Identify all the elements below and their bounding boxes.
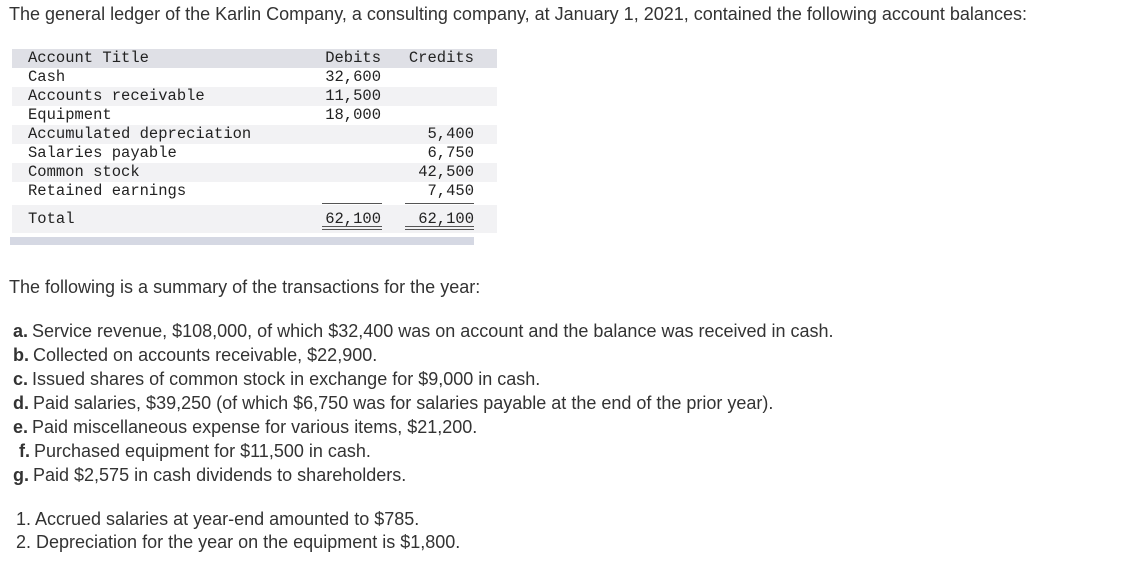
transaction-item [13, 463, 834, 487]
transaction-item [13, 391, 834, 415]
item-label: g. [13, 465, 29, 485]
item-text: Service revenue, $108,000, of which $32,400 was on account and the balance was received in cash. [32, 321, 834, 341]
item-label: b. [13, 345, 29, 365]
total-debits: 62,100 [325, 210, 381, 228]
header-credits: Credits [408, 49, 474, 67]
transaction-item [13, 415, 834, 439]
debit-total-double-rule [322, 226, 382, 230]
account-title: Cash [28, 68, 66, 86]
transaction-item [13, 367, 834, 391]
transaction-item [13, 319, 834, 343]
debit-total-rule [322, 203, 382, 204]
ledger-header-row [12, 49, 497, 68]
ledger-row [12, 163, 497, 182]
credit-amount: 6,750 [427, 144, 474, 162]
header-debits: Debits [325, 49, 381, 67]
credit-amount: 7,450 [427, 182, 474, 200]
item-text: Collected on accounts receivable, $22,900. [33, 345, 378, 365]
ledger-row [12, 144, 497, 163]
header-account-title: Account Title [28, 49, 149, 67]
ledger-row [12, 68, 497, 87]
transaction-list [13, 319, 834, 487]
account-title: Accounts receivable [28, 87, 205, 105]
credit-total-rule [405, 203, 474, 204]
ledger-row [12, 182, 497, 201]
item-text: Purchased equipment for $11,500 in cash. [34, 441, 371, 461]
ledger-row [12, 106, 497, 125]
item-text: Paid salaries, $39,250 (of which $6,750 was for salaries payable at the end of the prior year). [33, 393, 774, 413]
item-text: Issued shares of common stock in exchange for $9,000 in cash. [32, 369, 541, 389]
credit-amount: 5,400 [427, 125, 474, 143]
total-credits: 62,100 [418, 210, 474, 228]
ledger-row [12, 87, 497, 106]
item-label: c. [13, 369, 29, 389]
debit-amount: 18,000 [325, 106, 381, 124]
table-scrollbar[interactable] [10, 237, 474, 245]
transaction-item [13, 343, 834, 367]
credit-total-double-rule [405, 226, 474, 230]
item-text: Paid miscellaneous expense for various items, $21,200. [32, 417, 478, 437]
item-label: d. [13, 393, 29, 413]
intro-text: The general ledger of the Karlin Company, a consulting company, at January 1, 2021, contained the following account balances: [9, 4, 1027, 24]
item-label: a. [13, 321, 29, 341]
account-title: Accumulated depreciation [28, 125, 252, 143]
transaction-item [13, 439, 834, 463]
adjustment-item: 2. Depreciation for the year on the equipment is $1,800. [16, 532, 461, 552]
account-title: Equipment [28, 106, 112, 124]
account-title: Salaries payable [28, 144, 177, 162]
debit-amount: 11,500 [325, 87, 381, 105]
item-label: e. [13, 417, 29, 437]
ledger-table [12, 49, 497, 232]
summary-heading: The following is a summary of the transactions for the year: [9, 277, 481, 297]
credit-amount: 42,500 [418, 163, 474, 181]
item-text: Paid $2,575 in cash dividends to shareholders. [33, 465, 407, 485]
adjustment-item: 1. Accrued salaries at year-end amounted to $785. [16, 509, 420, 529]
ledger-row [12, 125, 497, 144]
adjustment-list [16, 508, 460, 554]
item-label: f. [19, 441, 30, 461]
total-label: Total [28, 210, 75, 228]
debit-amount: 32,600 [325, 68, 381, 86]
account-title: Common stock [28, 163, 140, 181]
account-title: Retained earnings [28, 182, 187, 200]
